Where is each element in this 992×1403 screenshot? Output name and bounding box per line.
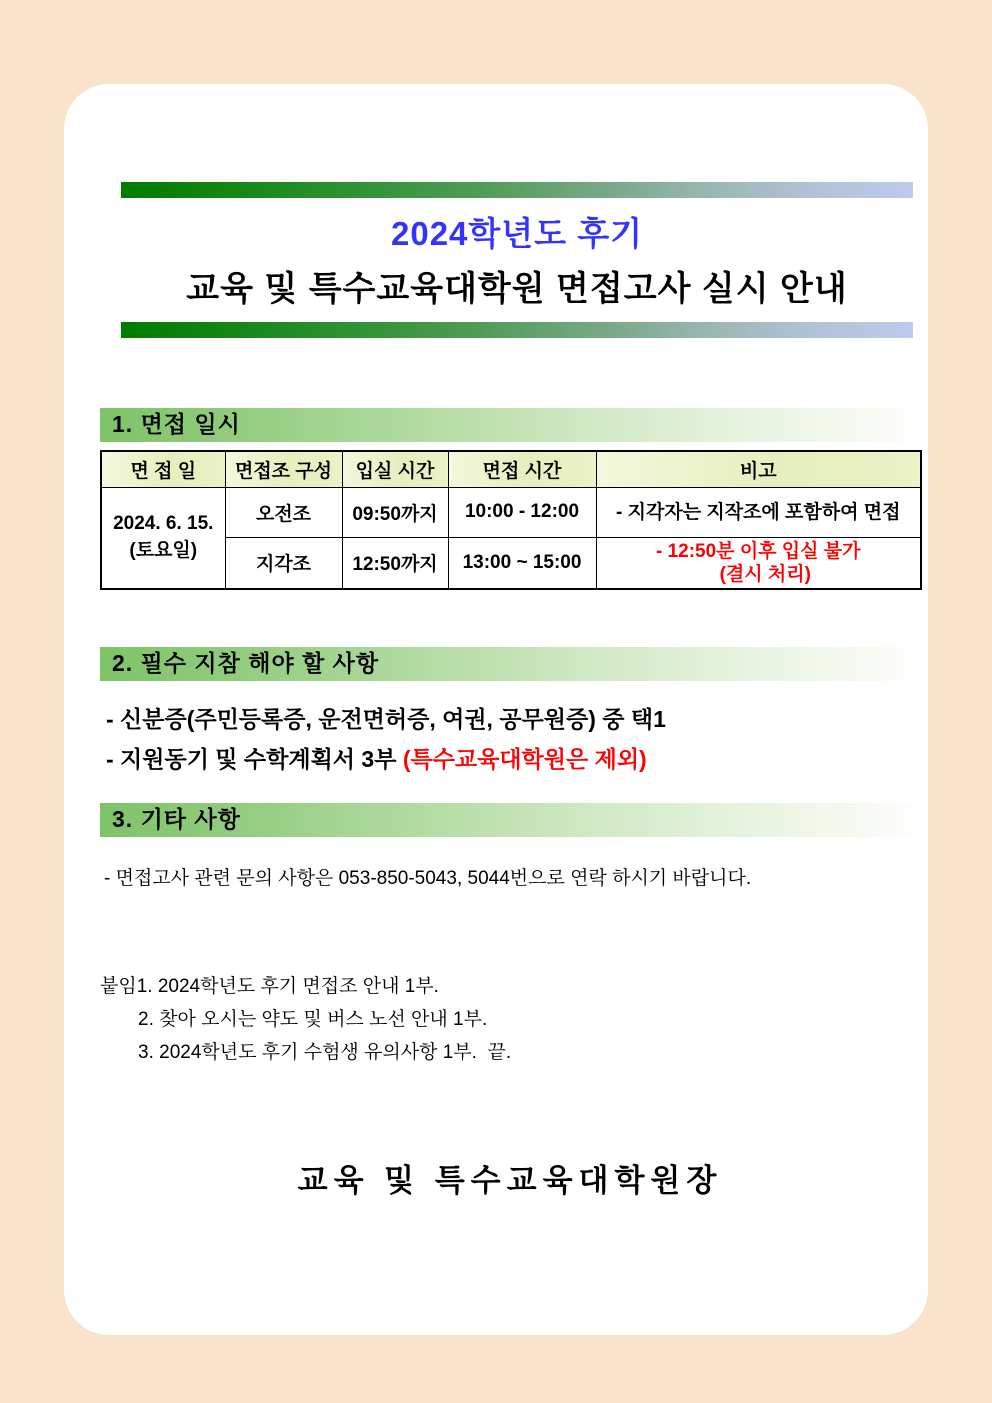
remark-line-1: - 12:50분 이후 입실 불가	[655, 540, 861, 562]
column-header-remark: 비고	[596, 451, 921, 487]
required-items-list	[100, 699, 920, 779]
required-item-text: - 신분증(주민등록증, 운전면허증, 여권, 공무원증) 중 택1	[106, 705, 666, 732]
document-content	[100, 406, 920, 1200]
attachment-line-2: 2. 찾아 오시는 약도 및 버스 노선 안내 1부.	[138, 1008, 488, 1030]
section-3-heading: 3. 기타 사항	[100, 801, 920, 837]
entry-time-cell: 09:50까지	[342, 487, 448, 537]
document-title: 교육 및 특수교육대학원 면접고사 실시 안내	[186, 270, 848, 308]
interview-date: 2024. 6. 15.	[113, 513, 214, 534]
attachment-line-1: 붙임1. 2024학년도 후기 면접조 안내 1부.	[100, 975, 439, 997]
table-row	[101, 487, 921, 537]
column-header-interview-time: 면접 시간	[448, 451, 596, 487]
required-item-highlight: (특수교육대학원은 제외)	[402, 745, 647, 772]
attachment-line-3: 3. 2024학년도 후기 수험생 유의사항 1부. 끝.	[138, 1041, 512, 1063]
table-header-row	[101, 451, 921, 487]
remark-cell: - 지각자는 지작조에 포함하여 면접	[596, 487, 921, 537]
title-bar-top	[121, 182, 913, 198]
date-cell	[101, 487, 225, 589]
column-header-entry-time: 입실 시간	[342, 451, 448, 487]
required-item	[106, 739, 920, 779]
interview-time-cell: 13:00 ~ 15:00	[448, 537, 596, 589]
required-item	[106, 699, 920, 739]
column-header-date: 면 접 일	[101, 451, 225, 487]
remark-cell	[596, 537, 921, 589]
group-cell: 지각조	[225, 537, 342, 589]
contact-line: - 면접고사 관련 문의 사항은 053-850-5043, 5044번으로 연락 하시기 바랍니다.	[104, 867, 752, 889]
document-subtitle: 2024학년도 후기	[391, 215, 643, 252]
signature: 교육 및 특수교육대학원장	[297, 1162, 723, 1198]
schedule-table	[100, 450, 922, 590]
interview-time-cell: 10:00 - 12:00	[448, 487, 596, 537]
interview-day: (토요일)	[129, 540, 198, 561]
section-1-heading: 1. 면접 일시	[100, 406, 920, 442]
document-card	[64, 84, 928, 1335]
required-item-text: - 지원동기 및 수학계획서 3부	[106, 745, 403, 772]
title-block	[121, 182, 913, 338]
column-header-group: 면접조 구성	[225, 451, 342, 487]
section-2-heading: 2. 필수 지참 해야 할 사항	[100, 645, 920, 681]
attachments-list	[100, 970, 920, 1069]
entry-time-cell: 12:50까지	[342, 537, 448, 589]
title-bar-bottom	[121, 322, 913, 338]
group-cell: 오전조	[225, 487, 342, 537]
remark-line-2: (결시 처리)	[719, 563, 811, 585]
